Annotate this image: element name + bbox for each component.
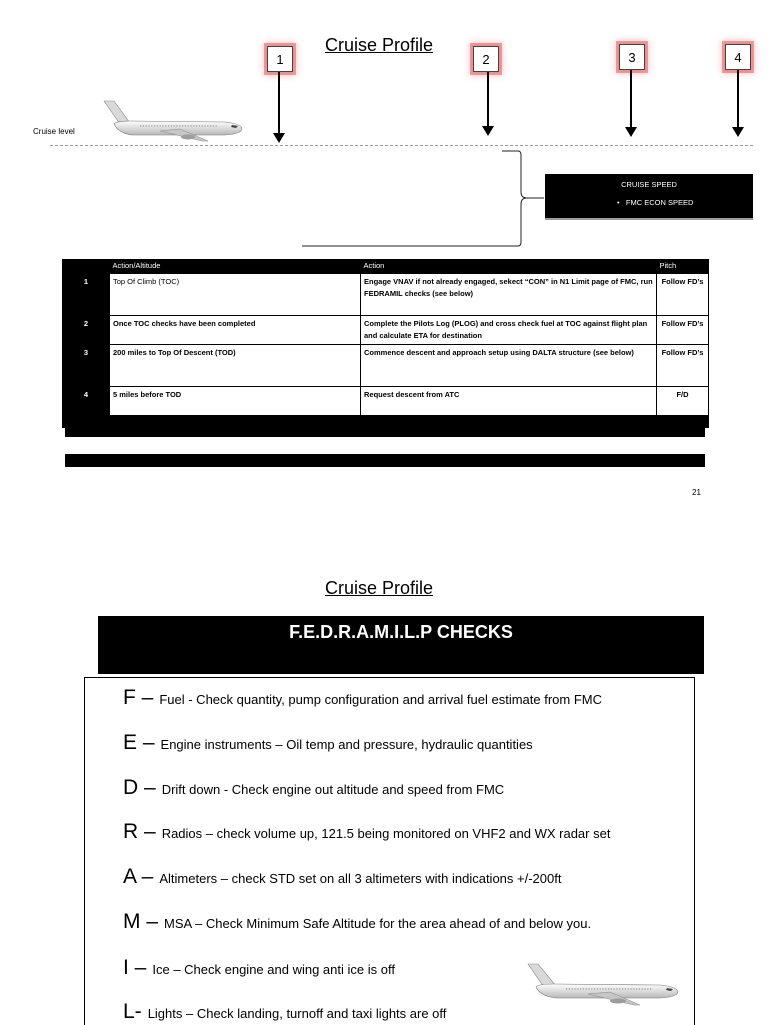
check-letter: I –	[123, 956, 147, 979]
cruise-speed-box	[545, 174, 753, 218]
check-text: Lights – Check landing, turnoff and taxi lights are off	[147, 1006, 447, 1021]
marker-3: 3	[619, 44, 645, 70]
column-header: Pitch	[657, 259, 709, 274]
checks-heading: F.E.D.R.A.M.I.L.P CHECKS	[289, 622, 513, 642]
page-title: Cruise Profile	[325, 578, 434, 598]
check-letter: A –	[123, 865, 154, 888]
table-header-row	[63, 259, 709, 274]
arrow-head-2	[482, 126, 494, 136]
black-bar	[65, 454, 705, 467]
check-letter: D –	[123, 776, 156, 799]
arrow-head-4	[732, 127, 744, 137]
arrow-2	[487, 72, 489, 127]
check-item	[123, 686, 602, 710]
check-text: Fuel - Check quantity, pump configuration and arrival fuel estimate from FMC	[159, 692, 603, 707]
airplane-image	[522, 960, 682, 1010]
action-cell: Complete the Pilots Log (PLOG) and cross check fuel at TOC against flight plan and calculate ETA for destination	[361, 316, 657, 345]
cruise-level-line	[50, 145, 753, 146]
cruise-speed-heading: CRUISE SPEED	[621, 180, 677, 189]
bullet-icon: •	[617, 198, 620, 207]
altitude-cell: Once TOC checks have been completed	[110, 316, 361, 345]
checks-banner	[98, 616, 704, 674]
arrow-head-1	[273, 133, 285, 143]
check-letter: L-	[123, 1000, 142, 1023]
arrow-1	[278, 72, 280, 134]
pitch-cell: F/D	[657, 387, 709, 416]
table-row	[63, 387, 709, 416]
marker-4: 4	[725, 44, 751, 70]
arrow-head-3	[625, 127, 637, 137]
check-letter: M –	[123, 910, 159, 933]
actions-table	[62, 259, 709, 416]
check-item	[123, 956, 395, 980]
check-item	[123, 1000, 446, 1024]
row-number: 3	[63, 345, 110, 387]
check-text: Drift down - Check engine out altitude and speed from FMC	[161, 782, 505, 797]
check-item	[123, 910, 591, 934]
table-row	[63, 345, 709, 387]
check-text: Altimeters – check STD set on all 3 altimeters with indications +/-200ft	[159, 871, 562, 886]
actions-table-container	[62, 259, 709, 428]
check-item	[123, 776, 504, 800]
check-letter: R –	[123, 820, 156, 843]
check-letter: E –	[123, 731, 155, 754]
check-letter: F –	[123, 686, 154, 709]
marker-2: 2	[473, 46, 499, 72]
action-cell: Engage VNAV if not already engaged, sekect “CON” in N1 Limit page of FMC, run FEDRAMIL checks (see below)	[361, 274, 657, 316]
row-number: 1	[63, 274, 110, 316]
check-item	[123, 865, 561, 889]
page-title: Cruise Profile	[325, 35, 434, 55]
action-cell: Commence descent and approach setup using DALTA structure (see below)	[361, 345, 657, 387]
row-number: 2	[63, 316, 110, 345]
brace-connector	[300, 148, 550, 250]
check-item	[123, 820, 610, 844]
altitude-cell: 200 miles to Top Of Descent (TOD)	[110, 345, 361, 387]
row-number: 4	[63, 387, 110, 416]
check-text: Engine instruments – Oil temp and pressure, hydraulic quantities	[160, 737, 533, 752]
column-header: Action	[361, 259, 657, 274]
arrow-4	[737, 70, 739, 128]
marker-1: 1	[267, 46, 293, 72]
cruise-speed-bullet: FMC ECON SPEED	[625, 198, 694, 207]
check-text: Radios – check volume up, 121.5 being monitored on VHF2 and WX radar set	[161, 826, 611, 841]
check-text: Ice – Check engine and wing anti ice is off	[152, 962, 395, 977]
black-bar	[65, 424, 705, 437]
arrow-3	[630, 70, 632, 128]
action-cell: Request descent from ATC	[361, 387, 657, 416]
table-row	[63, 316, 709, 345]
cruise-speed-bullet-item	[545, 198, 753, 207]
pitch-cell: Follow FD’s	[657, 274, 709, 316]
airplane-image	[100, 97, 245, 145]
column-header: Action/Altitude	[110, 259, 361, 274]
column-header	[63, 259, 110, 274]
check-text: MSA – Check Minimum Safe Altitude for the area ahead of and below you.	[164, 916, 592, 931]
check-item	[123, 731, 533, 755]
table-row	[63, 274, 709, 316]
altitude-cell: Top Of Climb (TOC)	[110, 274, 361, 316]
cruise-level-label: Cruise level	[33, 127, 75, 136]
pitch-cell: Follow FD’s	[657, 316, 709, 345]
page-number: 21	[692, 488, 701, 497]
altitude-cell: 5 miles before TOD	[110, 387, 361, 416]
pitch-cell: Follow FD’s	[657, 345, 709, 387]
